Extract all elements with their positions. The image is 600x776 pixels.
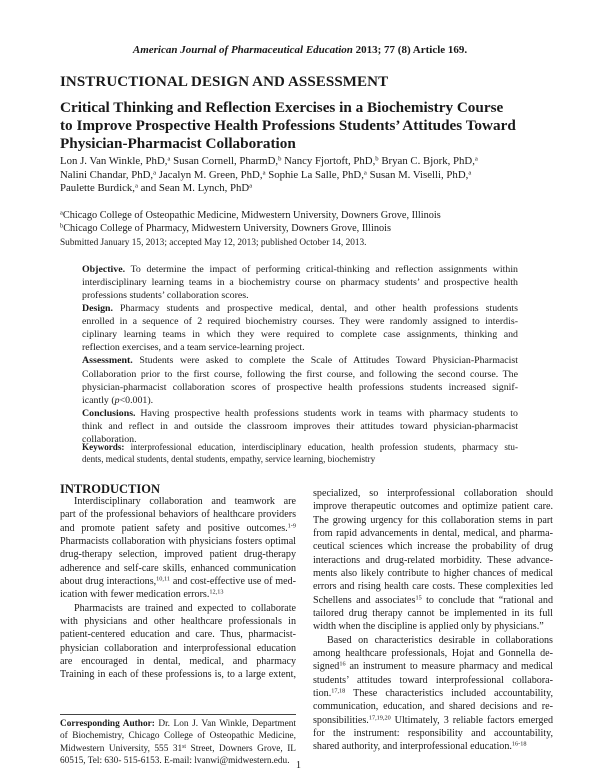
paragraph [60,155,550,196]
text-run: interprofessional education, interdisciplinary education, health profession students, pharmacy stu- [124,442,518,452]
superscript: a [249,182,253,190]
superscript: b [278,155,282,163]
text-run: Training in each of these professions is, to a large extent, [60,669,296,681]
text-line [82,276,518,289]
superscript: 15 [415,594,422,602]
text-line [313,727,553,740]
text-run: 60515, Tel: 630- 515-6153. E-mail: lvanwi@midwestern.edu. [60,755,290,766]
text-line [82,289,518,302]
title-line: to Improve Prospective Health Professions Students’ Attitudes Toward [60,117,516,134]
text-run: with physicians and other healthcare professionals in [60,615,296,627]
paragraph [60,602,296,682]
text-line [60,209,550,222]
corresponding-author-footnote [60,718,296,767]
text-line [60,743,296,755]
bold-label: Design. [82,303,113,315]
text-run: Nancy Fjortoft, PhD, [281,155,376,167]
text-run: among healthcare professionals, Hojat and Gonnella de- [313,647,553,659]
text-line [82,341,518,354]
journal-name: American Journal of Pharmaceutical Education [132,44,353,56]
text-run: tion. [313,687,332,699]
section-label: INSTRUCTIONAL DESIGN AND ASSESSMENT [60,74,389,90]
text-run: improve therapeutic outcomes and optimize patient care. [313,501,553,513]
text-line [313,500,553,513]
text-run: and promote patient safety and positive outcomes. [60,522,288,534]
text-line [313,527,553,540]
text-line [60,588,296,601]
text-line [82,453,518,465]
superscript: a [262,168,266,176]
text-line [313,607,553,620]
text-line [60,182,550,196]
text-line [313,634,553,647]
text-run: reflection exercises, and a team service-learning project. [82,342,305,354]
superscript: a [60,209,63,217]
superscript: b [375,155,379,163]
superscript: st [182,743,187,750]
text-run: Chicago College of Osteopathic Medicine, Midwestern University, Downers Grove, Illinois [62,210,441,221]
text-run: Schellens and associates [313,594,416,606]
text-line [313,594,553,607]
text-run: Nalini Chandar, PhD, [60,168,154,181]
superscript: a [363,168,367,176]
paragraph [82,302,518,354]
text-line [313,687,553,700]
text-line [313,660,553,673]
text-line [60,730,296,742]
text-run: communication, education, and shared decisions and re- [313,701,553,713]
bold-label: Keywords: [82,442,125,452]
text-line [60,615,296,628]
text-run: errors and rising health care costs. These complexities led [313,581,553,593]
text-run: Collaboration prior to the first course, following the first course, and following the second course. The [82,368,518,380]
superscript: 17,18 [331,687,346,695]
text-run: part of the professional behaviors of healthcare providers [60,509,296,521]
affiliations [60,209,550,235]
text-run: Ultimately, 3 reliable factors emerged [390,714,553,726]
italic-run: p [114,394,120,406]
text-run: Paulette Burdick, [60,182,135,194]
text-run: interdisciplinary learning teams in a biochemistry course on pharmacy students’ and prospective health [82,277,518,289]
title-line: Critical Thinking and Reflection Exercises in a Biochemistry Course [60,99,504,116]
text-line [60,602,296,615]
text-line [82,263,518,276]
paragraph [313,487,553,634]
body-right-column [313,487,553,754]
superscript: 10,11 [156,575,171,583]
superscript: 12,13 [209,588,224,596]
text-line [82,441,518,453]
text-line [82,328,518,341]
paragraph [60,495,296,602]
bold-label: Corresponding Author: [60,719,155,729]
text-run: are encouraged in dental, medical, and pharmacy [60,655,296,667]
text-line [82,394,518,407]
text-run: Jacalyn M. Green, PhD, [156,168,263,181]
text-line [82,381,518,394]
text-run: professions students’ collaboration scores. [82,290,249,302]
paragraph [82,263,518,302]
text-run: Street, Downers Grove, IL [186,743,296,754]
superscript: 16-18 [511,740,527,748]
text-line [60,535,296,548]
text-line [60,642,296,655]
text-line [60,522,296,535]
text-run: These characteristics included accountability, [345,687,553,699]
text-run: think and reflect in and outside the classroom improves their attitudes toward physician-pharmacist [82,420,518,432]
text-run: Bryan C. Bjork, PhD, [378,155,475,167]
paragraph [60,209,550,235]
text-run: <0.001). [119,394,154,406]
text-line [313,674,553,687]
journal-header [0,44,600,56]
text-run: width when the discipline is applied only by physicians.” [313,621,544,633]
text-line [60,718,296,730]
text-run: Pharmacists collaboration with physicians fosters optimal [60,535,296,547]
text-run: for the instrument: responsibility and accountability, [313,727,553,739]
text-run: Interdisciplinary collaboration and teamwork are [74,496,296,507]
text-run: and cost-effective use of med- [170,575,296,587]
text-run: Chicago College of Pharmacy, Midwestern University, Downers Grove, Illinois [63,223,391,234]
text-line [60,628,296,641]
text-run: Dr. Lon J. Van Winkle, Department [154,719,296,729]
text-line [313,540,553,553]
text-line [313,714,553,727]
text-run: physician collaboration and interprofessional education [60,642,296,654]
text-run: The growing urgency for this collaboration stems in part [313,514,553,526]
text-line [82,420,518,433]
text-line [313,620,553,633]
text-run: Having prospective health professions students work in teams with pharmacy students to [135,407,518,419]
superscript: a [167,155,171,163]
text-run: and Sean M. Lynch, PhD [137,182,250,194]
text-run: interactions and drug-related morbidity. These advance- [313,554,553,566]
text-run: to conclude that “rational and [421,594,553,606]
bold-label: Assessment. [82,355,133,367]
article-title [60,99,550,153]
superscript: a [134,182,138,190]
body-left-column [60,495,296,682]
text-run: collaboration. [82,433,137,445]
text-run: icantly ( [82,394,115,406]
text-run: an instrument to measure pharmacy and medical [345,661,553,673]
footnote-divider [60,714,296,715]
text-run: ments also likely contribute to higher chances of medical [313,567,553,579]
text-line [313,647,553,660]
text-line [60,222,550,235]
text-line [313,700,553,713]
superscript: a [474,155,478,163]
text-line [313,487,553,500]
text-line [313,740,553,753]
text-line [82,368,518,381]
text-line [60,548,296,561]
text-run: Pharmacy students and prospective medical, dental, and other health professions students [113,303,518,315]
text-line [60,655,296,668]
text-run: To determine the impact of performing critical-thinking and reflection assignments within [125,264,518,275]
text-run: adherence and self-care skills, enhanced communication [60,562,296,574]
text-run: Pharmacists are trained and expected to collaborate [74,602,296,614]
text-run: students’ attitudes toward interprofessional collabora- [313,674,553,686]
text-line [82,354,518,367]
superscript: 1-9 [287,522,296,530]
text-line [60,155,550,169]
text-line [313,554,553,567]
bold-label: Objective. [82,264,126,275]
text-run: Susan M. Viselli, PhD, [366,168,469,181]
text-run: ication with fewer medication errors. [60,589,210,601]
text-run: of Biochemistry, Chicago College of Osteopathic Medicine, [60,731,296,742]
text-run: ceutical sciences which increase the probability of drug [313,541,553,553]
journal-citation: 2013; 77 (8) Article 169. [352,44,468,56]
paragraph [82,354,518,406]
paragraph [82,407,518,446]
paragraph [313,634,553,754]
superscript: a [153,168,157,176]
text-run: enrolled in a sequence of 2 required biochemistry courses. They were randomly assigned to interdis- [82,316,518,328]
text-line [60,508,296,521]
text-line [313,580,553,593]
text-line [60,755,296,767]
text-line [60,169,550,183]
page-number: 1 [296,760,301,771]
superscript: 16 [339,660,346,668]
bold-label: Conclusions. [82,407,136,419]
text-run: sponsibilities. [313,714,369,726]
text-run: Students were asked to complete the Scale of Attitudes Toward Physician-Pharmacist [132,355,518,367]
text-run: tailored drug therapy cannot be implemented in its full [313,607,553,619]
abstract [82,263,518,446]
text-line [82,407,518,420]
introduction-heading: INTRODUCTION [60,482,161,496]
text-line [60,562,296,575]
text-run: Midwestern University, 555 31 [60,743,183,754]
text-line [82,302,518,315]
paragraph [82,441,518,465]
text-run: Lon J. Van Winkle, PhD, [60,155,168,167]
text-line [60,668,296,681]
text-run: signed [313,661,340,673]
text-run: physician-pharmacist collaboration scores of prospective health professions students increased signif- [82,381,518,393]
text-run: about drug interactions, [60,575,157,587]
title-line: Physician-Pharmacist Collaboration [60,135,296,152]
keywords [82,441,518,465]
text-run: patient-centered education and care. Thus, pharmacist- [60,629,296,641]
text-run: Based on characteristics desirable in collaborations [327,634,553,646]
superscript: 17,19,20 [368,714,391,722]
text-line [60,495,296,508]
text-run: Sophie La Salle, PhD, [265,168,364,181]
author-list [60,155,550,196]
text-line [82,315,518,328]
text-run: drug-therapy selection, improved patient drug-therapy [60,549,296,561]
paragraph [60,718,296,767]
text-line [313,514,553,527]
text-run: dents, medical students, dental students, empathy, service learning, biochemistry [82,454,376,464]
text-run: specialized, so interprofessional collaboration should [313,488,553,499]
superscript: b [60,222,64,230]
submission-dates: Submitted January 15, 2013; accepted May 12, 2013; published October 14, 2013. [60,238,367,248]
text-run: Susan Cornell, PharmD, [170,155,279,167]
text-line [60,575,296,588]
text-run: from rapid advancements in dental, medical, and pharma- [313,527,553,539]
text-run: shared authority, and interprofessional education. [313,741,512,753]
text-run: ciplinary learning teams in which they were required to complete case assignments, thinking and [82,329,518,341]
superscript: a [468,168,472,176]
text-line [313,567,553,580]
